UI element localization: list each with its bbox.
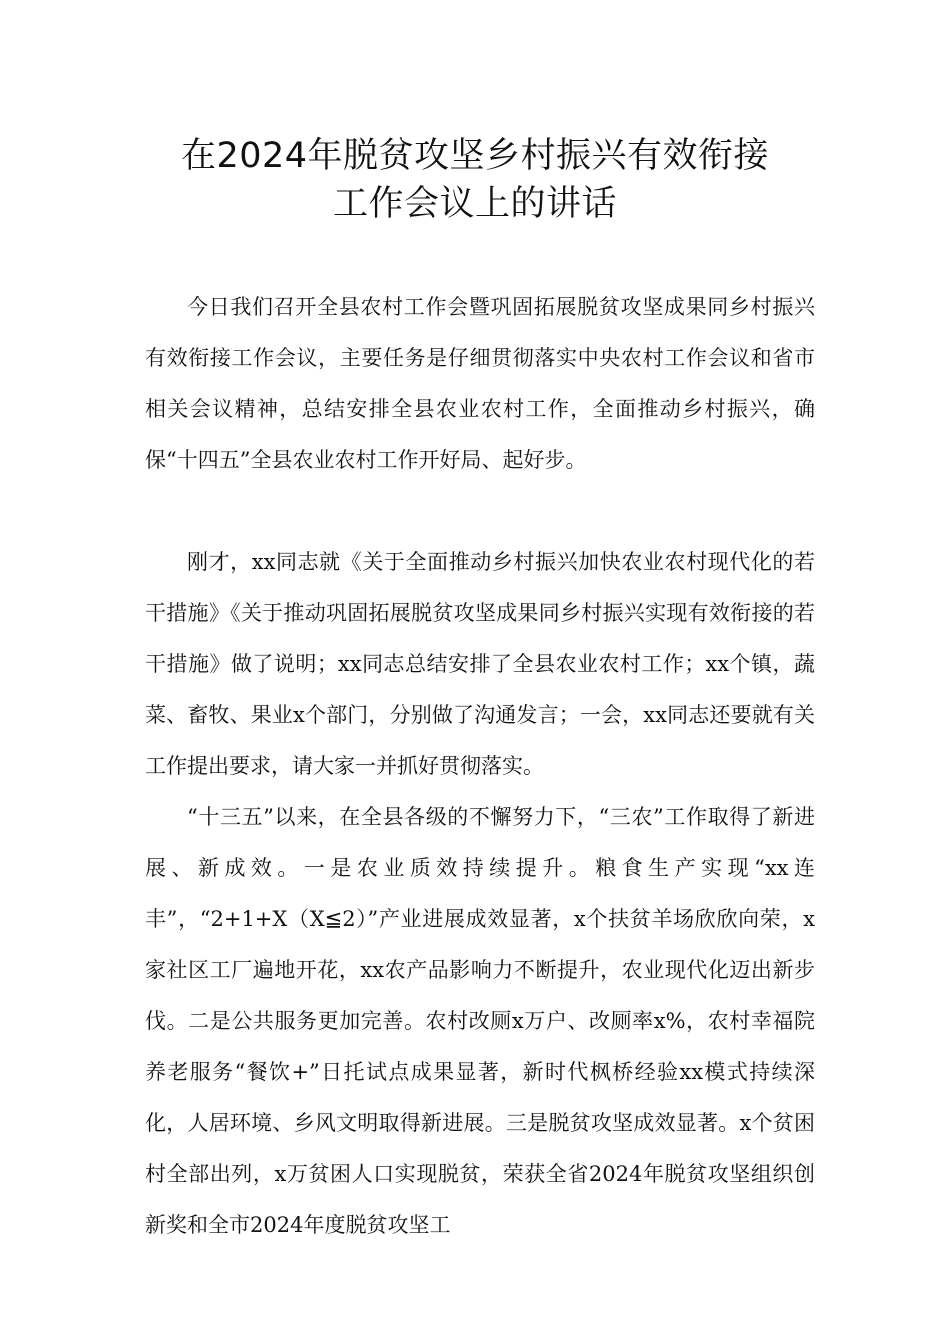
document-title-line-2: 工作会议上的讲话 — [332, 184, 617, 224]
document-body — [145, 282, 815, 1322]
document-title-line-1: 在2024年脱贫攻坚乡村振兴有效衔接 — [180, 136, 770, 176]
paragraph-2: 刚才，xx同志就《关于全面推动乡村振兴加快农业农村现代化的若干措施》《关于推动巩固拓展脱贫攻坚成果同乡村振兴实现有效衔接的若干措施》做了说明；xx同志总结安排了全县农业农村工作；xx个镇，蔬菜、畜牧、果业x个部门，分别做了沟通发言；一会，xx同志还要就有关工作提出要求，请大家一并抓好贯彻落实。 — [145, 550, 815, 778]
paragraph-1: 今日我们召开全县农村工作会暨巩固拓展脱贫攻坚成果同乡村振兴有效衔接工作会议，主要任务是仔细贯彻落实中央农村工作会议和省市相关会议精神，总结安排全县农业农村工作，全面推动乡村振兴，确保“十四五”全县农业农村工作开好局、起好步。 — [145, 295, 815, 472]
paragraph-3: “十三五”以来，在全县各级的不懈努力下，“三农”工作取得了新进展、新成效。一是农业质效持续提升。粮食生产实现“xx连丰”，“2+1+X（X≦2）”产业进展成效显著，x个扶贫羊场欣欣向荣，x家社区工厂遍地开花，xx农产品影响力不断提升，农业现代化迈出新步伐。二是公共服务更加完善。农村改厕x万户、改厕率x%，农村幸福院养老服务“餐饮+”日托试点成果显著，新时代枫桥经验xx模式持续深化，人居环境、乡风文明取得新进展。三是脱贫攻坚成效显著。x个贫困村全部出列，x万贫困人口实现脱贫，荣获全省2024年脱贫攻坚组织创新奖和全市2024年度脱贫攻坚工 — [145, 805, 815, 1237]
